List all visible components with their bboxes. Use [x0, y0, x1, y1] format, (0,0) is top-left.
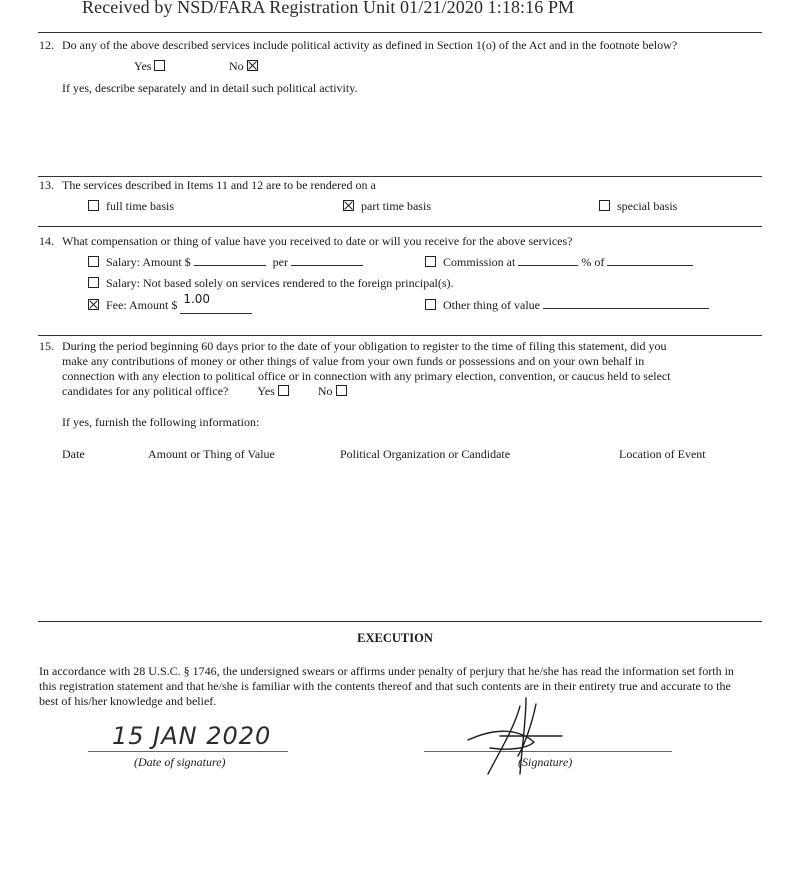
special-basis-label: special basis — [617, 199, 678, 213]
salary-amount-checkbox[interactable] — [88, 256, 99, 267]
execution-title: EXECUTION — [357, 631, 433, 645]
received-stamp: Received by NSD/FARA Registration Unit 01/21/2020 1:18:16 PM — [82, 0, 575, 17]
q12-question: Do any of the above described services include political activity as defined in Section 1(o) of the Act and in the footnote below? — [62, 38, 678, 52]
other-thing-row[interactable] — [425, 298, 709, 313]
q15-no-checkbox[interactable] — [336, 385, 347, 396]
full-time-label: full time basis — [106, 199, 174, 213]
q12-followup: If yes, describe separately and in detail such political activity. — [62, 81, 358, 95]
q12-yes-option[interactable] — [134, 59, 165, 74]
q13-rule — [38, 176, 762, 177]
column-organization: Political Organization or Candidate — [340, 447, 511, 461]
q15-no-option[interactable] — [318, 384, 347, 398]
date-signature-caption: (Date of signature) — [134, 755, 226, 769]
other-thing-field[interactable] — [543, 308, 709, 309]
q13-question: The services described in Items 11 and 12 are to be rendered on a — [62, 178, 376, 192]
salary-per-field[interactable] — [291, 265, 363, 266]
commission-label: Commission at — [443, 255, 516, 269]
q15-question-line-1: During the period beginning 60 days prior to the date of your obligation to register to the time of filing this statement, did you — [62, 339, 667, 353]
per-label: per — [272, 255, 288, 269]
q13-option-full-time[interactable] — [88, 199, 174, 214]
column-date: Date — [62, 447, 85, 461]
q15-yes-label: Yes — [257, 384, 275, 398]
q15-followup: If yes, furnish the following information: — [62, 415, 260, 429]
q13-option-special[interactable] — [599, 199, 677, 214]
part-time-checkbox[interactable] — [343, 200, 354, 211]
other-thing-checkbox[interactable] — [425, 299, 436, 310]
part-time-label: part time basis — [361, 199, 431, 213]
signature-caption: (Signature) — [518, 755, 573, 769]
percent-of-label: % of — [581, 255, 605, 269]
salary-amount-row[interactable] — [88, 255, 363, 270]
q14-rule — [38, 226, 762, 227]
other-thing-label: Other thing of value — [443, 298, 540, 312]
q12-yes-label: Yes — [134, 59, 152, 73]
q15-number: 15. — [39, 339, 54, 353]
full-time-checkbox[interactable] — [88, 200, 99, 211]
q15-question-line-4 — [62, 384, 347, 399]
commission-row[interactable] — [425, 255, 693, 270]
handwritten-date: 15 JAN 2020 — [112, 722, 272, 750]
q12-yes-checkbox[interactable] — [154, 60, 165, 71]
salary-not-based-label: Salary: Not based solely on services rendered to the foreign principal(s). — [106, 276, 454, 290]
q14-number: 14. — [39, 234, 54, 248]
column-location: Location of Event — [619, 447, 706, 461]
salary-amount-label: Salary: Amount $ — [106, 255, 191, 269]
special-basis-checkbox[interactable] — [599, 200, 610, 211]
q15-no-label: No — [317, 384, 333, 398]
commission-of-field[interactable] — [607, 265, 693, 266]
commission-checkbox[interactable] — [425, 256, 436, 267]
q15-rule — [38, 335, 762, 336]
q13-number: 13. — [39, 178, 54, 192]
salary-not-based-row[interactable] — [88, 276, 454, 291]
fee-row[interactable] — [88, 292, 252, 314]
execution-rule — [38, 621, 762, 622]
q12-no-option[interactable] — [229, 59, 258, 74]
q14-question: What compensation or thing of value have you received to date or will you receive for the above services? — [62, 234, 573, 248]
q12-no-checkbox[interactable] — [247, 60, 258, 71]
fee-checkbox[interactable] — [88, 299, 99, 310]
q15-question-line-2: make any contributions of money or other things of value from your own funds or possessions and on your own behalf in — [62, 354, 645, 368]
fee-amount-field[interactable] — [180, 292, 252, 314]
salary-not-based-checkbox[interactable] — [88, 277, 99, 288]
q15-yes-option[interactable] — [257, 384, 291, 398]
q12-no-label: No — [229, 59, 244, 73]
column-amount: Amount or Thing of Value — [148, 447, 275, 461]
q15-yes-checkbox[interactable] — [278, 385, 289, 396]
salary-amount-field[interactable] — [194, 265, 266, 266]
q12-number: 12. — [39, 38, 54, 52]
date-signature-line — [88, 751, 288, 752]
commission-percent-field[interactable] — [518, 265, 578, 266]
q13-option-part-time[interactable] — [343, 199, 431, 214]
fee-amount-value: 1.00 — [183, 292, 211, 306]
execution-text: In accordance with 28 U.S.C. § 1746, the undersigned swears or affirms under penalty of perjury that he/she has read the information set forth in this registration statement and that he/she is familiar with the contents thereof and that such contents are in their entirety true and accurate to the best of his/her knowledge and belief. — [39, 664, 734, 708]
q15-question-line-4-text: candidates for any political office? — [62, 384, 229, 398]
fee-label: Fee: Amount $ — [106, 298, 178, 312]
q15-question-line-3: connection with any election to political office or in connection with any primary election, convention, or caucus held to select — [62, 369, 671, 383]
top-rule — [38, 32, 762, 33]
